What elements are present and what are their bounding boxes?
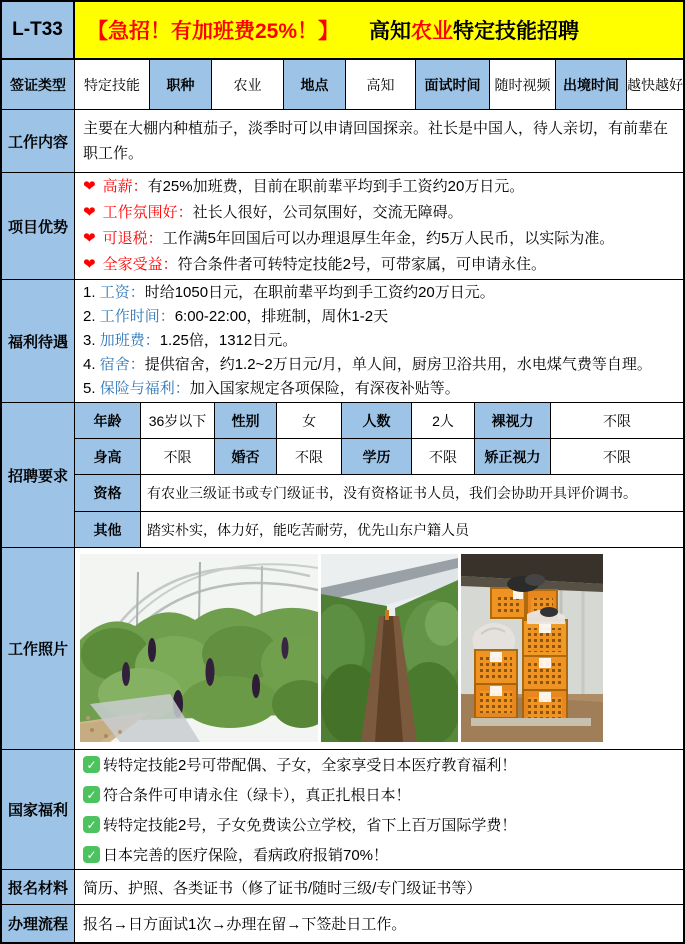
welfare-item-text: 时给1050日元，在职前辈平均到手工资约20万日元。 xyxy=(144,284,495,301)
visa-type-label: 签证类型 xyxy=(2,60,75,109)
list-item xyxy=(83,377,675,401)
advantage-text: 社长人很好，公司氛围好，交流无障碍。 xyxy=(192,204,463,221)
other-text: 踏实朴实，体力好，能吃苦耐劳，优先山东户籍人员 xyxy=(141,512,683,547)
title-suffix: 特定技能招聘 xyxy=(453,20,580,43)
gender-label: 性别 xyxy=(215,403,277,439)
heart-icon: ❤ xyxy=(83,256,96,273)
process-text: 报名→日方面试1次→办理在留→下签赴日工作。 xyxy=(75,905,683,942)
advantage-title: 全家受益： xyxy=(102,256,178,273)
item-number: 2. xyxy=(83,308,100,325)
title-location: 高知 xyxy=(369,20,412,43)
work-content-label: 工作内容 xyxy=(2,110,75,172)
row-work-photos xyxy=(2,548,683,750)
orange-crates-photo xyxy=(461,554,603,742)
check-icon: ✓ xyxy=(83,816,100,833)
interview-time-value: 随时视频 xyxy=(490,60,556,109)
plant-rows-path-photo xyxy=(321,554,458,742)
title-industry: 农业 xyxy=(411,20,454,43)
job-category-value: 农业 xyxy=(212,60,284,109)
materials-label: 报名材料 xyxy=(2,870,75,904)
job-code: L-T33 xyxy=(2,2,75,58)
title-main xyxy=(369,15,579,45)
row-application-materials xyxy=(2,870,683,905)
list-item xyxy=(83,281,675,305)
check-icon: ✓ xyxy=(83,756,100,773)
qualification-label: 资格 xyxy=(75,475,141,512)
education-label: 学历 xyxy=(342,439,412,475)
heart-icon: ❤ xyxy=(83,204,96,221)
row-requirements xyxy=(2,403,683,548)
greenhouse-eggplants-photo xyxy=(80,554,318,742)
welfare-item-title: 工作时间： xyxy=(99,308,175,325)
row-welfare xyxy=(2,280,683,403)
age-value: 36岁以下 xyxy=(141,403,215,439)
row-process xyxy=(2,905,683,942)
interview-time-label: 面试时间 xyxy=(416,60,490,109)
work-photos-label: 工作照片 xyxy=(2,548,75,749)
check-icon: ✓ xyxy=(83,846,100,863)
advantage-text: 有25%加班费，目前在职前辈平均到手工资约20万日元。 xyxy=(147,178,525,195)
row-national-benefits xyxy=(2,750,683,870)
heart-icon: ❤ xyxy=(83,178,96,195)
item-number: 3. xyxy=(83,332,100,349)
welfare-label: 福利待遇 xyxy=(2,280,75,402)
national-benefits-list xyxy=(75,750,683,869)
benefit-text: 日本完善的医疗保险，看病政府报销70%！ xyxy=(103,847,389,864)
advantage-title: 高薪： xyxy=(102,178,148,195)
row-visa-type xyxy=(2,60,683,110)
header-row xyxy=(2,2,683,60)
departure-time-value: 越快越好 xyxy=(627,60,683,109)
list-item xyxy=(83,252,675,278)
benefit-text: 符合条件可申请永住（绿卡），真正扎根日本！ xyxy=(103,787,411,804)
location-label: 地点 xyxy=(284,60,346,109)
work-content-text: 主要在大棚内种植茄子，淡季时可以申请回国探亲。社长是中国人，待人亲切，有前辈在职工作。 xyxy=(75,110,683,172)
advantage-text: 工作满5年回国后可以办理退厚生年金，约5万人民币，以实际为准。 xyxy=(162,230,615,247)
page-title xyxy=(75,2,683,58)
benefit-text: 转特定技能2号，子女免费读公立学校，省下上百万国际学费！ xyxy=(103,817,517,834)
marital-label: 婚否 xyxy=(215,439,277,475)
location-value: 高知 xyxy=(346,60,416,109)
welfare-item-text: 提供宿舍，约1.2~2万日元/月，单人间，厨房卫浴共用，水电煤气费等自理。 xyxy=(144,356,652,373)
process-label: 办理流程 xyxy=(2,905,75,942)
list-item xyxy=(83,844,675,865)
national-benefits-label: 国家福利 xyxy=(2,750,75,869)
age-label: 年龄 xyxy=(75,403,141,439)
welfare-item-title: 工资： xyxy=(99,284,145,301)
visa-type-value: 特定技能 xyxy=(75,60,150,109)
list-item xyxy=(83,174,675,200)
education-value: 不限 xyxy=(412,439,475,475)
advantages-label: 项目优势 xyxy=(2,173,75,279)
advantage-title: 可退税： xyxy=(102,230,163,247)
height-label: 身高 xyxy=(75,439,141,475)
height-value: 不限 xyxy=(141,439,215,475)
list-item xyxy=(83,200,675,226)
naked-vision-label: 裸视力 xyxy=(475,403,551,439)
welfare-item-title: 宿舍： xyxy=(99,356,145,373)
list-item xyxy=(83,226,675,252)
gender-value: 女 xyxy=(277,403,342,439)
headcount-label: 人数 xyxy=(342,403,412,439)
list-item xyxy=(83,784,675,805)
benefit-text: 转特定技能2号可带配偶、子女，全家享受日本医疗教育福利！ xyxy=(103,757,517,774)
qualification-text: 有农业三级证书或专门级证书，没有资格证书人员，我们会协助开具评价调书。 xyxy=(141,475,683,512)
corrected-vision-value: 不限 xyxy=(551,439,683,475)
work-photos-strip xyxy=(75,548,683,749)
welfare-item-title: 加班费： xyxy=(99,332,160,349)
welfare-list xyxy=(75,280,683,402)
materials-text: 简历、护照、各类证书（修了证书/随时三级/专门级证书等） xyxy=(75,870,683,904)
corrected-vision-label: 矫正视力 xyxy=(475,439,551,475)
requirements-label: 招聘要求 xyxy=(2,403,75,547)
list-item xyxy=(83,754,675,775)
row-work-content xyxy=(2,110,683,173)
welfare-item-text: 1.25倍，1312日元。 xyxy=(159,332,298,349)
welfare-item-title: 保险与福利： xyxy=(99,380,190,397)
list-item xyxy=(83,329,675,353)
item-number: 5. xyxy=(83,380,100,397)
other-label: 其他 xyxy=(75,512,141,547)
list-item xyxy=(83,305,675,329)
job-category-label: 职种 xyxy=(150,60,212,109)
check-icon: ✓ xyxy=(83,786,100,803)
marital-value: 不限 xyxy=(277,439,342,475)
heart-icon: ❤ xyxy=(83,230,96,247)
item-number: 1. xyxy=(83,284,100,301)
item-number: 4. xyxy=(83,356,100,373)
departure-time-label: 出境时间 xyxy=(556,60,627,109)
requirements-table xyxy=(75,403,683,547)
advantage-text: 符合条件者可转特定技能2号，可带家属，可申请永住。 xyxy=(177,256,546,273)
row-project-advantages xyxy=(2,173,683,280)
list-item xyxy=(83,814,675,835)
naked-vision-value: 不限 xyxy=(551,403,683,439)
welfare-item-text: 6:00-22:00，排班制，周休1-2天 xyxy=(174,308,389,325)
headcount-value: 2人 xyxy=(412,403,475,439)
advantages-list xyxy=(75,173,683,279)
advantage-title: 工作氛围好： xyxy=(102,204,193,221)
welfare-item-text: 加入国家规定各项保险，有深夜补贴等。 xyxy=(189,380,460,397)
list-item xyxy=(83,353,675,377)
urgent-banner-text: 【急招！有加班费25%！】 xyxy=(87,20,340,43)
